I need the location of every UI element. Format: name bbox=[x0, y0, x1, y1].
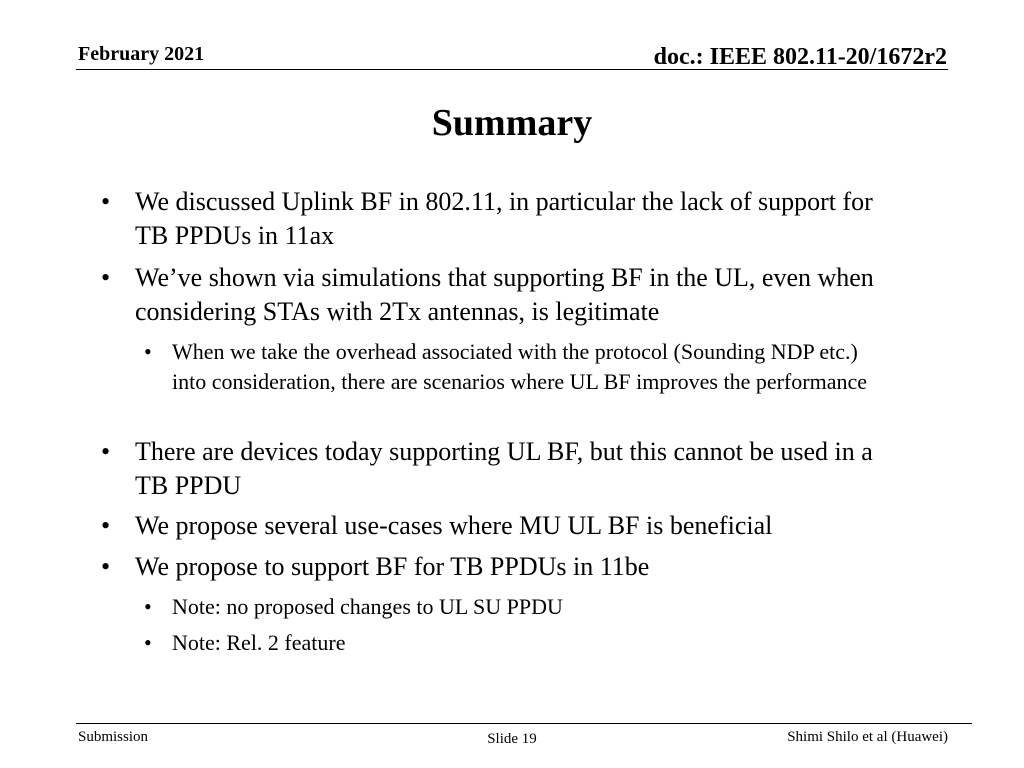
header-date: February 2021 bbox=[78, 43, 205, 65]
sub-bullet-item bbox=[144, 592, 892, 622]
bullet-text: There are devices today supporting UL BF, but this cannot be used in a TB PPDU bbox=[135, 437, 873, 500]
footer-slide-number: Slide 19 bbox=[487, 731, 537, 747]
bullet-dot-icon: • bbox=[144, 339, 152, 364]
bullet-text: We propose to support BF for TB PPDUs in 11be bbox=[135, 552, 650, 581]
bullet-text: We propose several use-cases where MU UL BF is beneficial bbox=[135, 511, 773, 540]
sub-bullet-text: Note: Rel. 2 feature bbox=[172, 630, 346, 655]
bullet-item bbox=[101, 550, 895, 584]
bullet-dot-icon: • bbox=[101, 511, 111, 540]
sub-bullet-text: Note: no proposed changes to UL SU PPDU bbox=[172, 594, 563, 619]
footer-author: Shimi Shilo et al (Huawei) bbox=[787, 729, 948, 745]
bullet-item bbox=[101, 261, 895, 329]
bullet-dot-icon: • bbox=[101, 263, 111, 292]
slide-title: Summary bbox=[431, 102, 593, 144]
sub-bullet-item bbox=[144, 337, 892, 397]
footer-submission: Submission bbox=[78, 729, 149, 745]
bullet-dot-icon: • bbox=[101, 552, 111, 581]
bullet-dot-icon: • bbox=[144, 630, 152, 655]
footer-divider bbox=[76, 723, 972, 724]
bullet-text: We’ve shown via simulations that supporting BF in the UL, even when considering STAs with 2Tx antennas, is legitimate bbox=[135, 263, 874, 326]
bullet-dot-icon: • bbox=[101, 187, 111, 216]
bullet-text: We discussed Uplink BF in 802.11, in particular the lack of support for TB PPDUs in 11ax bbox=[135, 187, 873, 250]
bullet-item bbox=[101, 509, 895, 543]
header-doc-id: doc.: IEEE 802.11-20/1672r2 bbox=[653, 44, 947, 70]
sub-bullet-item bbox=[144, 628, 892, 658]
bullet-item bbox=[101, 435, 895, 503]
sub-bullet-text: When we take the overhead associated with the protocol (Sounding NDP etc.) into consideration, there are scenarios where UL BF improves the performance bbox=[172, 339, 867, 394]
bullet-dot-icon: • bbox=[144, 594, 152, 619]
bullet-item bbox=[101, 185, 895, 253]
bullet-dot-icon: • bbox=[101, 437, 111, 466]
